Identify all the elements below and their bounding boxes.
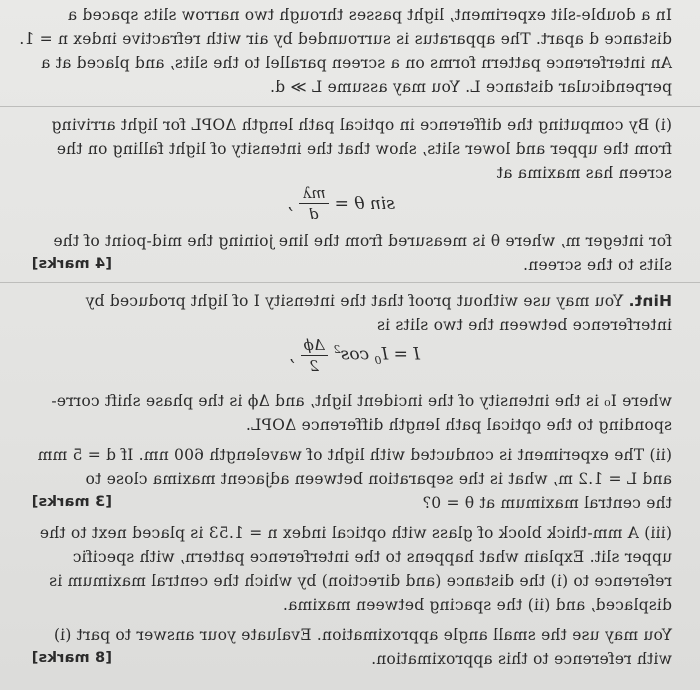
intro-line-3: An interference pattern forms on a screen parallel to the slits, and placed at a (40, 54, 672, 72)
intensity-subscript: 0 (374, 354, 382, 368)
intensity-formula (289, 336, 420, 375)
intensity-i: I = I (381, 345, 420, 366)
fraction (299, 184, 329, 223)
part-ii-line-1: (ii) The experiment is conducted with light of wavelength 600 nm. If d = 5 mm (37, 446, 672, 464)
hint-text: You may use without proof that the intensity I of light produced by (85, 292, 629, 310)
intro-line-1: In a double-slit experiment, light passes through two narrow slits spaced a (67, 6, 672, 24)
fraction-numerator: mλ (299, 184, 329, 204)
hint-label: Hint. (628, 292, 672, 310)
divider (0, 282, 700, 283)
part-i-line-3: screen has maxima at (496, 164, 672, 182)
part-iii-line-4: displaced, and (ii) the spacing between maxima. (282, 596, 672, 614)
part-iii-line-3: reference to (i) the distance (and direction) by which the central maximum is (49, 572, 672, 590)
intro-line-4: perpendicular distance L. You may assume L ≫ d. (269, 78, 672, 96)
intensity-tail: , (289, 345, 295, 366)
formula-lhs: sin θ = (334, 193, 395, 214)
intro-line-2: distance d apart. The apparatus is surrounded by air with refractive index n = 1. (19, 30, 672, 48)
part-i-line-1: (i) By computing the difference in optical path length ΔOPL for light arriving (51, 116, 672, 134)
maxima-formula (287, 184, 395, 223)
divider (0, 106, 700, 107)
part-ii-marks: [3 marks] (31, 494, 112, 510)
part-i-marks: [4 marks] (31, 256, 112, 272)
hint-after-1: where I₀ is the intensity of the incident light, and Δϕ is the phase shift corre- (51, 392, 672, 410)
hint-line-2: interference between the two slits is (376, 316, 672, 334)
part-iii-marks: [8 marks] (31, 650, 112, 666)
part-ii-line-2: and L = 1.2 m, what is the separation between adjacent maxima close to (85, 470, 672, 488)
intensity-lhs (334, 343, 420, 367)
part-iii-line-5: You may use the small angle approximation. Evaluate your answer to part (i) (53, 626, 672, 644)
part-iii-line-1: (iii) A mm-thick block of glass with optical index n = 1.53 is placed next to the (39, 524, 672, 542)
part-iii-line-6: with reference to this approximation. (370, 650, 672, 668)
cos-text: cos (340, 345, 375, 366)
hint-after-2: sponding to the optical path length difference ΔOPL. (245, 416, 672, 434)
part-iii-line-2: upper slit. Explain what happens to the interference pattern, with specific (72, 548, 672, 566)
formula-tail: , (287, 193, 293, 214)
phase-denominator: 2 (309, 357, 319, 375)
fraction-denominator: d (308, 205, 319, 223)
part-i-after-1: for integer m, where θ is measured from the line joining the mid-point of the (53, 232, 672, 250)
part-ii-line-3: the central maximum at θ = 0? (422, 494, 672, 512)
hint-line-1 (85, 292, 672, 310)
phase-numerator: Δϕ (301, 336, 328, 356)
phase-fraction (301, 336, 328, 375)
part-i-line-2: from the upper and lower slits, show that the intensity of light falling on the (56, 140, 672, 158)
part-i-after-2: slits to the screen. (522, 256, 672, 274)
cos-exponent: 2 (333, 343, 341, 357)
